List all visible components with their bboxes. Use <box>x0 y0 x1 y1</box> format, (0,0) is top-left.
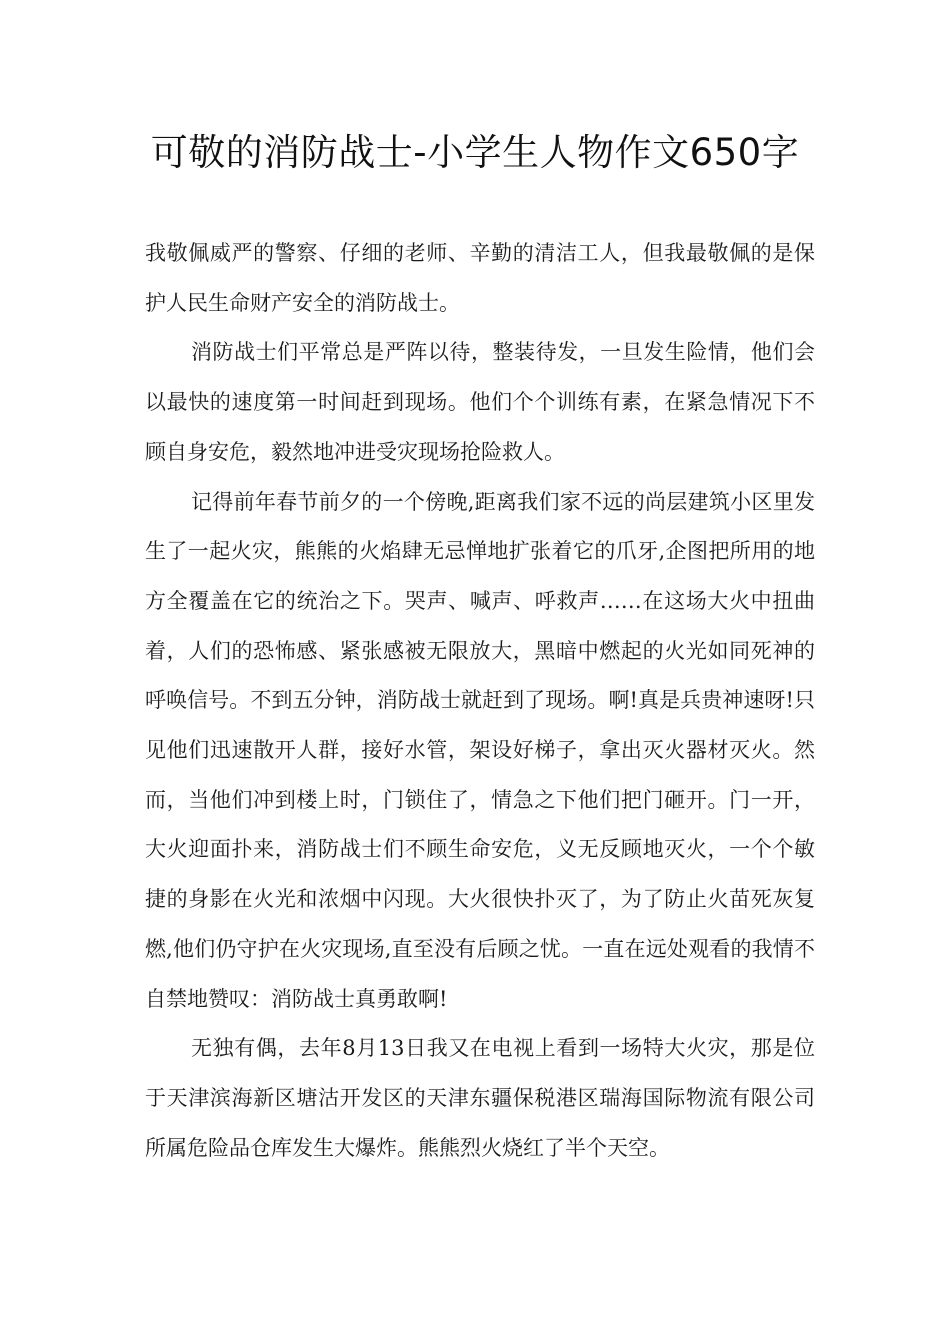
paragraph-4: 无独有偶，去年8月13日我又在电视上看到一场特大火灾，那是位于天津滨海新区塘沽开发区的天津东疆保税港区瑞海国际物流有限公司所属危险品仓库发生大爆炸。熊熊烈火烧红了半个天空。 <box>145 1036 815 1160</box>
document-body <box>145 229 815 1173</box>
paragraph-3: 记得前年春节前夕的一个傍晚,距离我们家不远的尚层建筑小区里发生了一起火灾，熊熊的火焰肆无忌惮地扩张着它的爪牙,企图把所用的地方全覆盖在它的统治之下。哭声、喊声、呼救声……在这场大火中扭曲着，人们的恐怖感、紧张感被无限放大，黑暗中燃起的火光如同死神的呼唤信号。不到五分钟，消防战士就赶到了现场。啊!真是兵贵神速呀!只见他们迅速散开人群，接好水管，架设好梯子，拿出灭火器材灭火。然而，当他们冲到楼上时，门锁住了，情急之下他们把门砸开。门一开，大火迎面扑来，消防战士们不顾生命安危，义无反顾地灭火，一个个敏捷的身影在火光和浓烟中闪现。大火很快扑灭了，为了防止火苗死灰复燃,他们仍守护在火灾现场,直至没有后顾之忧。一直在远处观看的我情不自禁地赞叹：消防战士真勇敢啊! <box>145 489 815 1011</box>
paragraph-2: 消防战士们平常总是严阵以待，整装待发，一旦发生险情，他们会以最快的速度第一时间赶到现场。他们个个训练有素，在紧急情况下不顾自身安危，毅然地冲进受灾现场抢险救人。 <box>145 340 815 464</box>
paragraph-1: 我敬佩威严的警察、仔细的老师、辛勤的清洁工人，但我最敬佩的是保护人民生命财产安全的消防战士。 <box>145 241 815 315</box>
document-title: 可敬的消防战士-小学生人物作文650字 <box>150 131 800 174</box>
